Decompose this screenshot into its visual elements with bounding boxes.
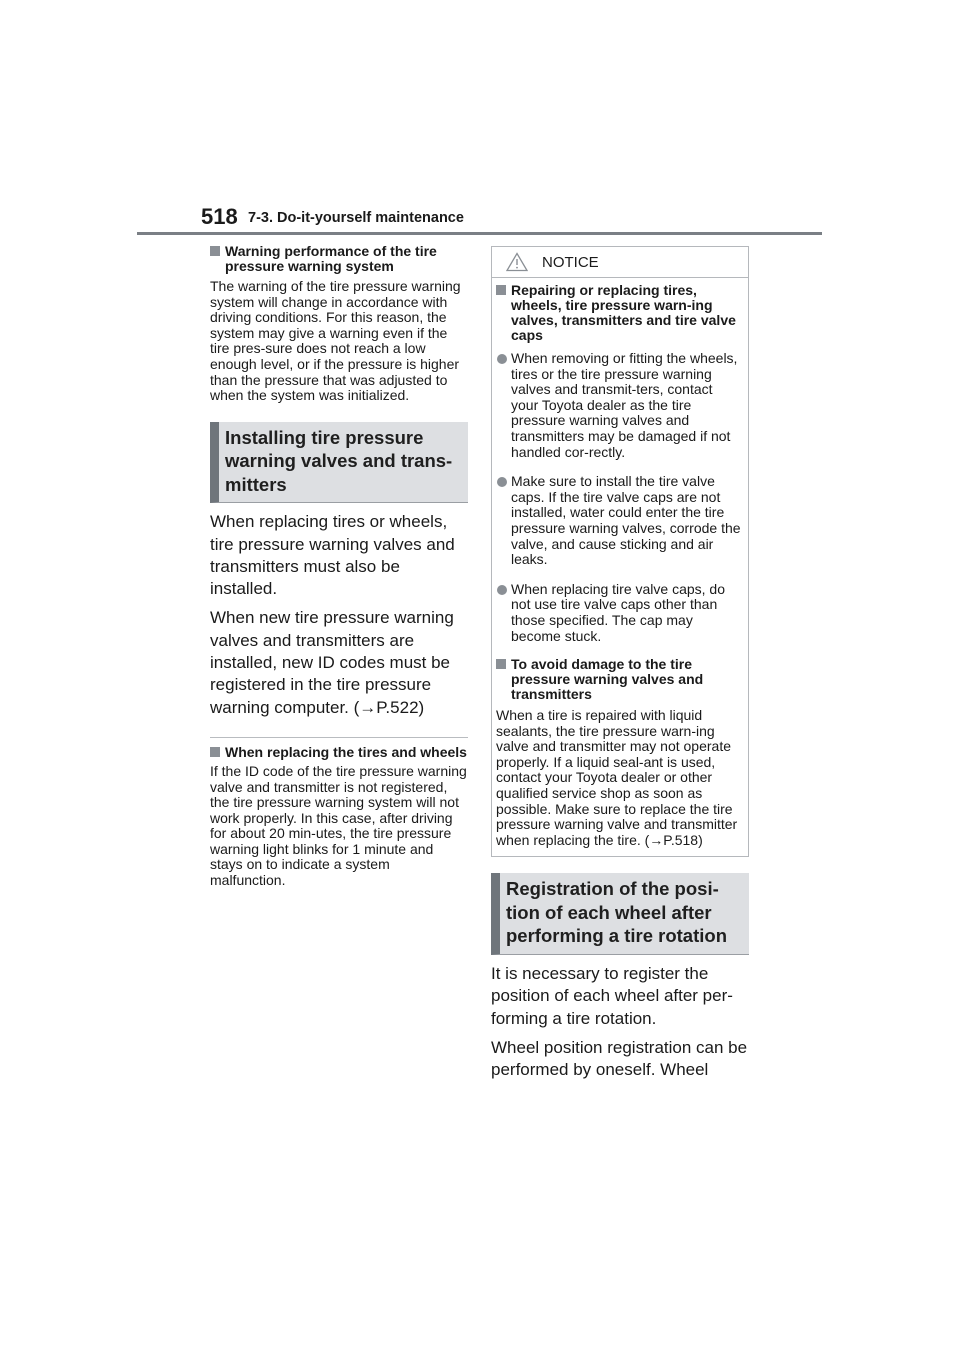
subheading-text: When replacing the tires and wheels	[225, 743, 467, 760]
warning-triangle-icon	[506, 252, 528, 272]
notice-box	[491, 246, 749, 857]
subheading-text: To avoid damage to the tire pressure warning valves and transmitters	[511, 656, 704, 703]
square-bullet-icon	[210, 246, 220, 256]
bullet-text: When removing or fitting the wheels, tires or the tire pressure warning valves and transmit-ters, contact your Toyota dealer as the tire pressure warning valves and transmitters may be damaged if not handled cor-rectly.	[511, 350, 738, 460]
left-column	[210, 244, 468, 889]
installing-paragraph-1: When replacing tires or wheels, tire pressure warning valves and transmitters must also be installed.	[210, 512, 455, 599]
right-column	[491, 246, 749, 1081]
avoid-damage-text: When a tire is repaired with liquid sealants, the tire pressure warn-ing valve and transmitter may not operate properly. If a liquid seal-ant is used, contact your Toyota dealer or other qualified service shop as soon as possible. Make sure to replace the tire pressure warning valve and transmitter when replacing the tire. (→P.518)	[496, 707, 738, 848]
bullet-text: When replacing tire valve caps, do not use tire valve caps other than those specified. The cap may become stuck.	[511, 580, 725, 644]
section-banner-installing: Installing tire pressure warning valves and trans-mitters	[210, 422, 468, 504]
installing-paragraph-2: When new tire pressure warning valves and transmitters are installed, new ID codes must be registered in the tire pressure warning computer. (→P.522)	[210, 608, 454, 717]
registration-paragraph-1: It is necessary to register the position of each wheel after per-forming a tire rotation.	[491, 963, 733, 1028]
notice-subheading-repairing	[496, 283, 742, 343]
notice-body	[492, 278, 748, 856]
notice-bullet	[496, 582, 742, 644]
notice-label: NOTICE	[542, 253, 599, 271]
subheading-text: Repairing or replacing tires, wheels, tire pressure warn-ing valves, transmitters and tire valve caps	[511, 282, 736, 343]
header-rule	[137, 232, 822, 235]
notice-header	[492, 247, 748, 278]
subheading-replacing-tires	[210, 745, 468, 760]
section-banner-registration: Registration of the posi-tion of each wheel after performing a tire rotation	[491, 873, 749, 955]
round-bullet-icon	[497, 477, 507, 487]
replacing-tires-text: If the ID code of the tire pressure warning valve and transmitter is not registered, the tire pressure warning system will not work properly. In this case, after driving for about 20 min-utes, the tire pressure warning light blinks for 1 minute and stays on to indicate a system malfunction.	[210, 762, 467, 889]
square-bullet-icon	[210, 747, 220, 757]
bullet-text: Make sure to install the tire valve caps. If the tire valve caps are not installed, water could enter the tire pressure warning valves, corrode the valve, and cause sticking and air leaks.	[511, 473, 741, 568]
subheading-text: Warning performance of the tire pressure warning system	[225, 243, 437, 274]
page-number: 518	[201, 204, 238, 229]
divider	[210, 737, 468, 738]
registration-paragraph-2: Wheel position registration can be performed by oneself. Wheel	[491, 1037, 748, 1080]
subheading-warning-performance	[210, 244, 468, 274]
square-bullet-icon	[496, 285, 506, 295]
notice-subheading-avoid-damage	[496, 657, 742, 702]
round-bullet-icon	[497, 354, 507, 364]
section-title: 7-3. Do-it-yourself maintenance	[248, 210, 464, 226]
round-bullet-icon	[497, 585, 507, 595]
square-bullet-icon	[496, 659, 506, 669]
warning-performance-text: The warning of the tire pressure warning system will change in accordance with driving conditions. For this reason, the system may give a warning even if the tire pres-sure does not reach a low enough level, or if the pressure is higher than the pressure that was adjusted to when the system was initialized.	[210, 278, 461, 404]
notice-bullet	[496, 474, 742, 568]
notice-bullet	[496, 351, 742, 460]
